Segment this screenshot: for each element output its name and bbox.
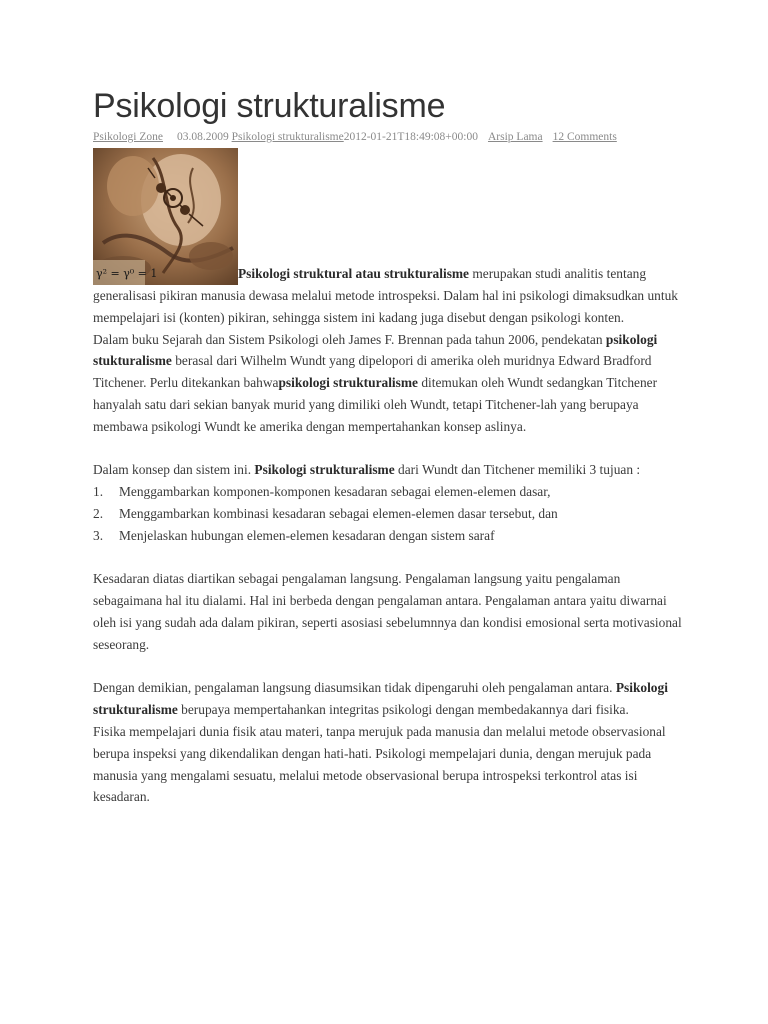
post-meta <box>93 128 683 146</box>
author-link[interactable]: Psikologi Zone <box>93 131 163 143</box>
paragraph-consciousness: Kesadaran diatas diartikan sebagai pengalaman langsung. Pengalaman langsung yaitu pengalaman sebagaimana hal itu dialami. Hal ini berbeda dengan pengalaman antara. Pengalaman antara yaitu diwarnai oleh isi yang sudah ada dalam pikiran, seperti asosiasi sebelumnnya dan kondisi emosional serta motivasional seseorang. <box>93 571 682 652</box>
psychology-collage-image <box>93 148 238 285</box>
paragraph-experience: Dengan demikian, pengalaman langsung diasumsikan tidak dipengaruhi oleh pengalaman antara. Psikologi strukturalisme berupaya mempertahankan integritas psikologi dengan membedakannya dari fisika. <box>93 680 668 718</box>
bold-term: Psikologi strukturalisme <box>93 680 668 718</box>
archive-link[interactable]: Arsip Lama <box>487 131 543 143</box>
comments-link[interactable]: 12 Comments <box>552 131 617 143</box>
goals-list <box>93 481 683 546</box>
paragraph-physics: Fisika mempelajari dunia fisik atau materi, tanpa merujuk pada manusia dan melalui metode observasional berupa inspeksi yang dikendalikan dengan hati-hati. Psikologi mempelajari dunia, dengan merujuk pada manusia yang mengalami sesuatu, melalui metode observasional berupa introspeksi terkontrol atas isi kesadaran. <box>93 723 666 805</box>
list-item: 3. Menjelaskan hubungan elemen-elemen kesadaran dengan sistem saraf <box>93 527 495 543</box>
post-date: 03.08.2009 <box>176 131 229 143</box>
list-item: 2. Menggambarkan kombinasi kesadaran sebagai elemen-elemen dasar tersebut, dan <box>93 505 558 521</box>
bold-term: psikologi strukturalisme <box>278 375 418 391</box>
article-body <box>93 146 683 808</box>
bold-term: Psikologi struktural atau strukturalisme <box>238 266 470 282</box>
paragraph-history: Dalam buku Sejarah dan Sistem Psikologi oleh James F. Brennan pada tahun 2006, pendekatan psikologi stukturalisme berasal dari Wilhelm Wundt yang dipelopori di amerika oleh muridnya Edward Bradford Titchener. Perlu ditekankan bahwapsikologi strukturalisme ditemukan oleh Wundt sedangkan Titchener hanyalah satu dari sekian banyak murid yang dimiliki oleh Wundt, tetapi Titchener-lah yang berupaya membawa psikologi Wundt ke amerika dengan mempertahankan konsep aslinya. <box>93 331 658 434</box>
bold-term: Psikologi strukturalisme <box>254 462 395 478</box>
paragraph-goals-intro: Dalam konsep dan sistem ini. Psikologi strukturalisme dari Wundt dan Titchener memiliki 3 tujuan : <box>93 462 641 478</box>
bold-term: psikologi stukturalisme <box>93 331 658 369</box>
svg-text:γ² = γ⁰ = 1: γ² = γ⁰ = 1 <box>96 267 158 280</box>
list-item: 1. Menggambarkan komponen-komponen kesadaran sebagai elemen-elemen dasar, <box>93 484 551 500</box>
post-timestamp: 2012-01-21T18:49:08+00:00 <box>343 131 478 143</box>
category-link[interactable]: Psikologi strukturalisme <box>231 131 344 143</box>
page-title: Psikologi strukturalisme <box>93 87 446 125</box>
article <box>93 84 683 808</box>
paragraph-intro: γ² = γ⁰ = 1 Psikologi struktural atau strukturalisme merupakan studi analitis tentang generalisasi pikiran manusia dewasa melalui metode introspeksi. Dalam hal ini psikologi dimaksudkan untuk mempelajari isi (konten) pikiran, sehingga sistem ini kadang juga disebut dengan psikologi konten. <box>93 146 683 329</box>
